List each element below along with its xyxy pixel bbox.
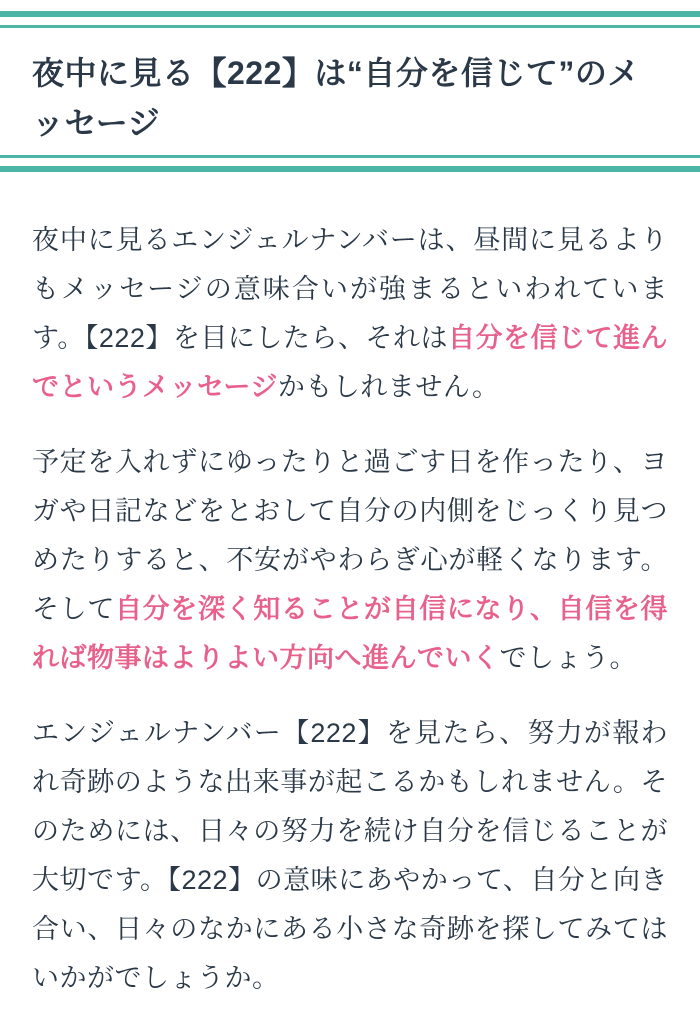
- rule-gap: [0, 158, 700, 166]
- article-body: [0, 216, 700, 1003]
- highlighted-text: 自分を信じて進んでというメッセージ: [32, 323, 669, 402]
- body-text: 夜中に見るエンジェルナンバーは、昼間に見るよりもメッセージの意味合いが強まるといわれています。【222】を目にしたら、それは: [32, 225, 668, 353]
- body-text: でしょう。: [499, 643, 637, 673]
- highlighted-text: 自分を深く知ることが自信になり、自信を得れば物事はよりよい方向へ進んでいく: [32, 594, 669, 673]
- body-text: かもしれません。: [277, 372, 500, 402]
- paragraph: [32, 709, 668, 1003]
- bottom-rule-thick: [0, 166, 700, 172]
- paragraph: [32, 216, 668, 412]
- rule-gap: [0, 17, 700, 25]
- body-text: 予定を入れずにゆったりと過ごす日を作ったり、ヨガや日記などをとおして自分の内側をじっくり見つめたりすると、不安がやわらぎ心が軽くなります。そして: [32, 447, 668, 624]
- article-header: [0, 11, 700, 172]
- body-text: エンジェルナンバー【222】を見たら、努力が報われ奇跡のような出来事が起こるかもしれません。そのためには、日々の努力を続け自分を信じることが大切です。【222】の意味にあやかって、自分と向き合い、日々のなかにある小さな奇跡を探してみてはいかがでしょうか。: [32, 718, 668, 993]
- header-bottom-border: [0, 155, 700, 172]
- article-page: [0, 11, 700, 1011]
- header-top-border: [0, 11, 700, 28]
- page-title: 夜中に見る【222】は“自分を信じて”のメッセージ: [32, 55, 640, 141]
- paragraph: [32, 438, 668, 683]
